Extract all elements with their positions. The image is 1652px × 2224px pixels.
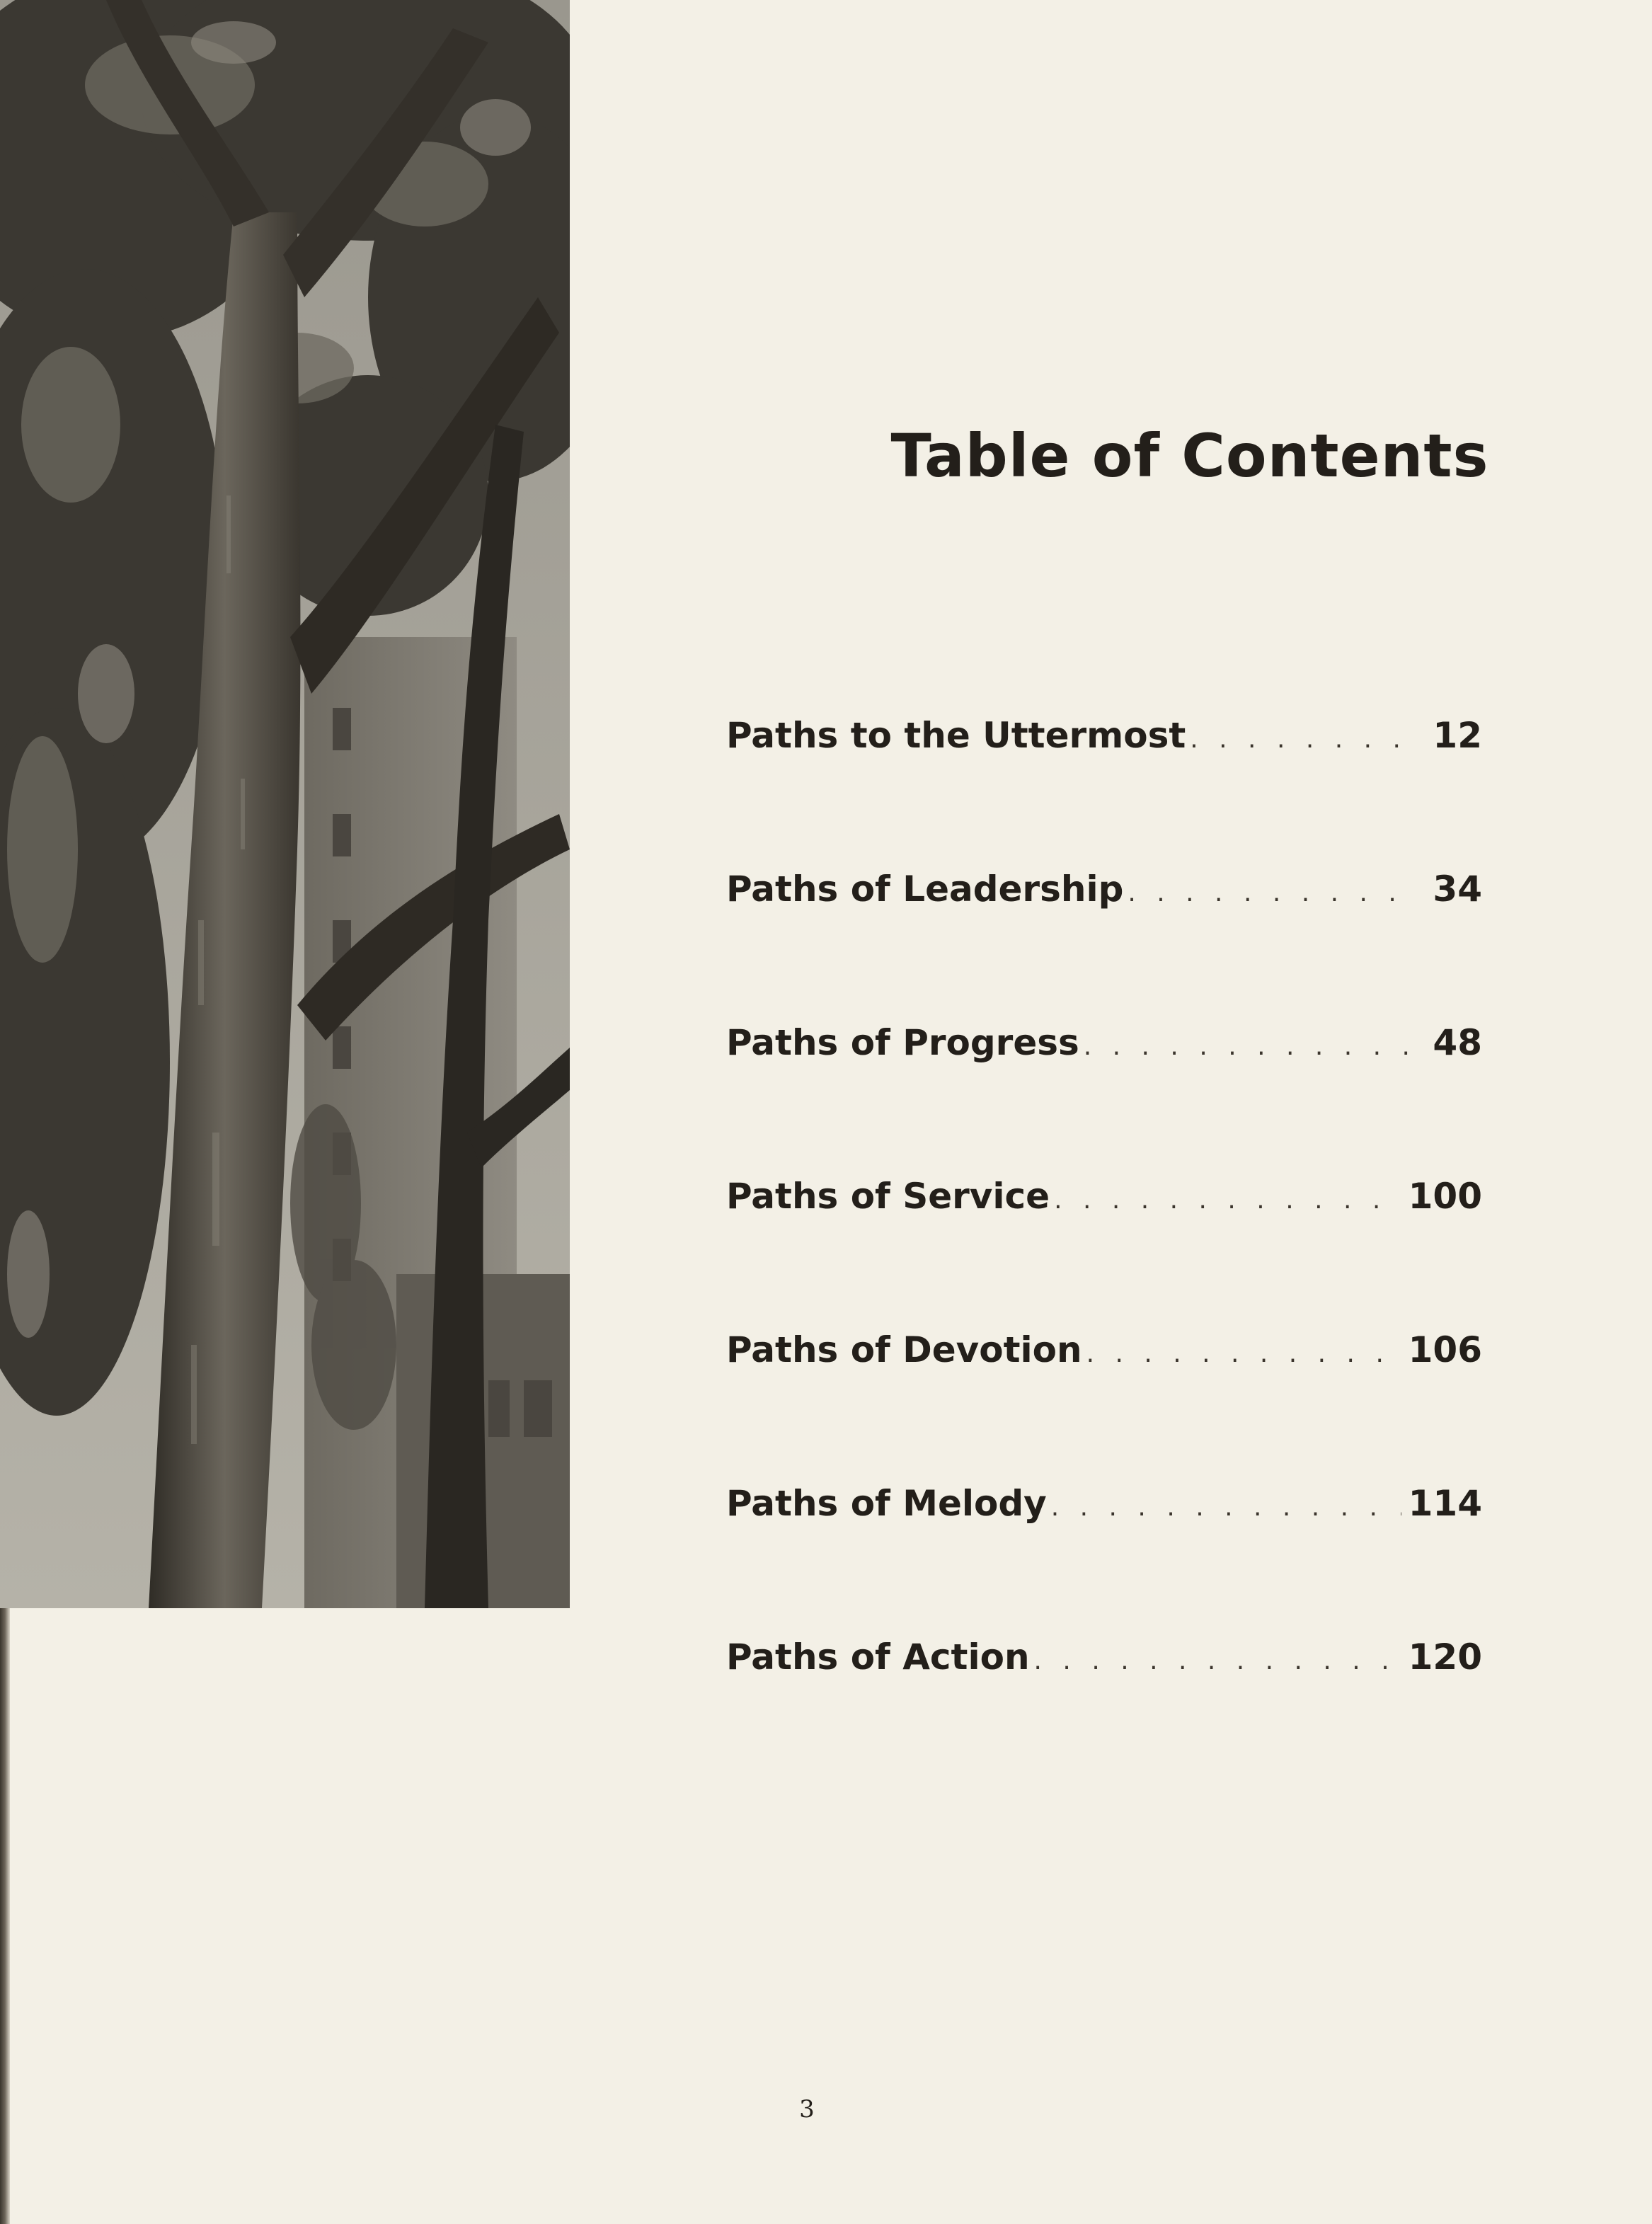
- toc-entry-page: 34: [1433, 869, 1482, 910]
- dot-leader: [1086, 1339, 1401, 1368]
- page-title: Table of Contents: [890, 421, 1489, 491]
- dot-leader: [1084, 1032, 1410, 1061]
- toc-entry-page: 100: [1408, 1176, 1482, 1217]
- toc-entry-title: Paths of Devotion: [726, 1329, 1082, 1370]
- toc-entry: [726, 1637, 1482, 1790]
- toc-entry-title: Paths of Progress: [726, 1022, 1079, 1063]
- toc-entry: [726, 1176, 1482, 1329]
- tree-and-building-photo: [0, 0, 570, 1608]
- dot-leader: [1128, 878, 1410, 907]
- toc-entry-page: 106: [1408, 1329, 1482, 1370]
- toc-entry-title: Paths to the Uttermost: [726, 715, 1186, 756]
- page-number: 3: [799, 2095, 815, 2123]
- toc-entry-title: Paths of Service: [726, 1176, 1050, 1217]
- toc-entry: [726, 869, 1482, 1022]
- toc-entry: [726, 1022, 1482, 1176]
- toc-entry-page: 120: [1408, 1637, 1482, 1678]
- dot-leader: [1054, 1186, 1401, 1215]
- dot-leader: [1051, 1493, 1401, 1522]
- toc-entry: [726, 715, 1482, 869]
- toc-entry: [726, 1329, 1482, 1483]
- toc-list: [726, 715, 1482, 1790]
- toc-entry-title: Paths of Action: [726, 1637, 1030, 1678]
- toc-entry-page: 12: [1433, 715, 1482, 756]
- dot-leader: [1190, 725, 1410, 754]
- toc-entry-title: Paths of Melody: [726, 1483, 1047, 1524]
- toc-entry-page: 114: [1408, 1483, 1482, 1524]
- dot-leader: [1034, 1646, 1401, 1675]
- toc-entry-title: Paths of Leadership: [726, 869, 1124, 910]
- toc-entry: [726, 1483, 1482, 1637]
- toc-entry-page: 48: [1433, 1022, 1482, 1063]
